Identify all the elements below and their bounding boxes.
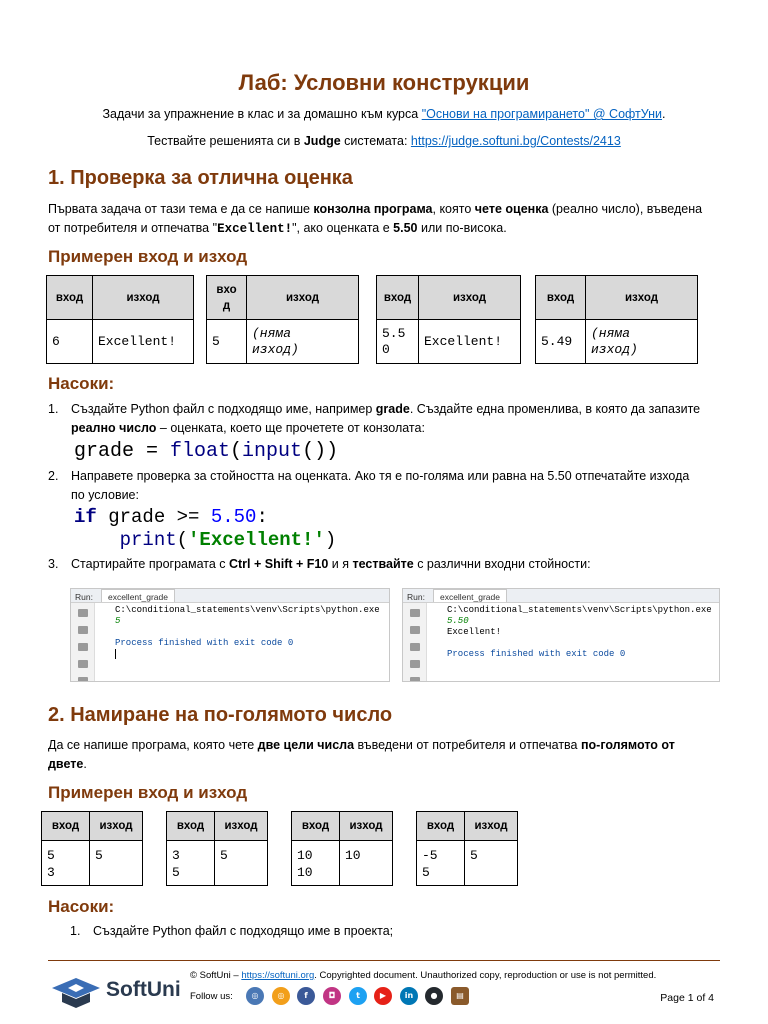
code-snippet-1: grade = float(input()) [74,440,339,463]
table-header: изход [247,276,359,320]
table-header: изход [93,276,194,320]
task2-heading: 2. Намиране на по-голямото число [48,704,393,726]
pin-icon[interactable] [78,677,88,682]
table-cell-output: 5 [90,841,143,886]
table-cell-input: 5 3 [42,841,90,886]
table-cell-output: (няма изход) [247,320,359,364]
table-cell-output: Excellent! [93,320,194,364]
task2-description: Да се напише програма, която чете две цели числа въведени от потребителя и отпечатва по-голямото от двете. [48,738,675,771]
task2-example-table-1 [41,811,143,886]
table-header: изход [340,812,393,841]
table-cell-input: 6 [47,320,93,364]
page-number: Page 1 of 4 [660,992,714,1004]
run-console-1 [70,588,390,682]
footer-divider [48,960,720,961]
task2-step-1: 1. Създайте Python файл с подходящо име в проекта; [70,924,394,938]
run-toolbar: Run: excellent_grade [71,589,389,603]
page-title: Лаб: Условни конструкции [238,70,530,95]
run-gutter [71,603,95,681]
table-cell-output: (няма изход) [586,320,698,364]
intro-text: системата: [340,134,411,148]
task1-step-2: 2. Направете проверка за стойността на оценката. Ако тя е по-голяма или равна на 5.50 отпечатайте изхода по условие: [48,469,690,502]
table-header: изход [90,812,143,841]
github-icon[interactable]: ● [425,987,443,1005]
console-output: C:\conditional_statements\venv\Scripts\python.exe 5.50 Excellent! Process finished with exit code 0 [447,605,712,659]
youtube-icon[interactable]: ▶ [374,987,392,1005]
intro-text: Задачи за упражнение в клас и за домашно към курса [102,107,422,121]
table-cell-input: 3 5 [167,841,215,886]
task1-step-1: 1. Създайте Python файл с подходящо име, например grade. Създайте една променлива, в която да запазите реално число – оценката, което ще прочетете от конзолата: [48,402,701,435]
rerun-icon[interactable] [410,609,420,617]
example-table-3 [376,275,521,364]
table-cell-output: 5 [215,841,268,886]
linkedin-icon[interactable]: in [400,987,418,1005]
run-console-2 [402,588,720,682]
pin-icon[interactable] [410,677,420,682]
table-header: изход [419,276,521,320]
table-header: вход [377,276,419,320]
instagram-icon[interactable]: ◘ [323,987,341,1005]
task2-examples-heading: Примерен вход и изход [48,783,248,802]
intro-line-2 [0,134,768,148]
stop-icon[interactable] [410,626,420,634]
run-tab[interactable]: excellent_grade [433,589,507,602]
follow-us-label: Follow us: [190,991,233,1002]
intro-text: . [662,107,666,121]
softuni-logo[interactable] [50,972,180,1012]
graduation-cap-icon [50,976,102,1010]
example-table-4 [535,275,698,364]
judge-label: Judge [303,134,341,148]
table-cell-input: 5 [207,320,247,364]
task1-hints-heading: Насоки: [48,374,115,393]
table-cell-output: 10 [340,841,393,886]
softuni-alt-icon[interactable]: ◎ [272,987,290,1005]
table-cell-input: 5.5 0 [377,320,419,364]
table-cell-input: 5.49 [536,320,586,364]
softuni-org-link[interactable]: https://softuni.org [241,970,315,981]
task2-example-table-2 [166,811,268,886]
task2-example-table-3 [291,811,393,886]
table-header: вход [167,812,215,841]
table-header: изход [215,812,268,841]
code-snippet-2: if grade >= 5.50: print('Excellent!') [74,506,337,551]
task1-description: Първата задача от тази тема е да се напише конзолна програма, която чете оценка (реално число), въведена от потребителя и отпечатва "Excellent!", ако оценката е 5.50 или по-висока. [48,202,703,236]
blog-icon[interactable]: ▤ [451,987,469,1005]
table-header: вход [417,812,465,841]
task1-examples-heading: Примерен вход и изход [48,247,248,266]
table-cell-input: 10 10 [292,841,340,886]
twitter-icon[interactable]: t [349,987,367,1005]
course-link[interactable]: "Основи на програмирането" @ СофтУни [421,107,663,121]
table-header: изход [586,276,698,320]
table-header: изход [465,812,518,841]
table-header: вход [536,276,586,320]
task1-heading: 1. Проверка за отлична оценка [48,167,353,189]
table-header: вход [292,812,340,841]
table-header: вход [42,812,90,841]
intro-line-1 [0,107,768,121]
run-tab[interactable]: excellent_grade [101,589,175,602]
text-cursor [115,649,116,659]
wrap-icon[interactable] [410,643,420,651]
table-header: вхо д [207,276,247,320]
table-cell-output: 5 [465,841,518,886]
scroll-icon[interactable] [410,660,420,668]
judge-link[interactable]: https://judge.softuni.bg/Contests/2413 [410,134,621,148]
console-output: C:\conditional_statements\venv\Scripts\python.exe 5 Process finished with exit code 0 [115,605,380,663]
copyright-notice: © SoftUni – https://softuni.org. Copyrighted document. Unauthorized copy, reproduction or use is not permitted. [190,970,657,981]
stop-icon[interactable] [78,626,88,634]
example-table-1 [46,275,194,364]
scroll-icon[interactable] [78,660,88,668]
rerun-icon[interactable] [78,609,88,617]
intro-text: Тествайте решенията си в [147,134,304,148]
facebook-icon[interactable]: f [297,987,315,1005]
logo-text: SoftUni [106,978,181,1001]
softuni-icon[interactable]: ◎ [246,987,264,1005]
run-gutter [403,603,427,681]
task2-hints-heading: Насоки: [48,897,115,916]
run-toolbar: Run: excellent_grade [403,589,719,603]
table-header: вход [47,276,93,320]
task2-example-table-4 [416,811,518,886]
table-cell-input: -5 5 [417,841,465,886]
table-cell-output: Excellent! [419,320,521,364]
wrap-icon[interactable] [78,643,88,651]
example-table-2 [206,275,359,364]
task1-step-3: 3. Стартирайте програмата с Ctrl + Shift + F10 и я тествайте с различни входни стойности: [48,557,591,571]
